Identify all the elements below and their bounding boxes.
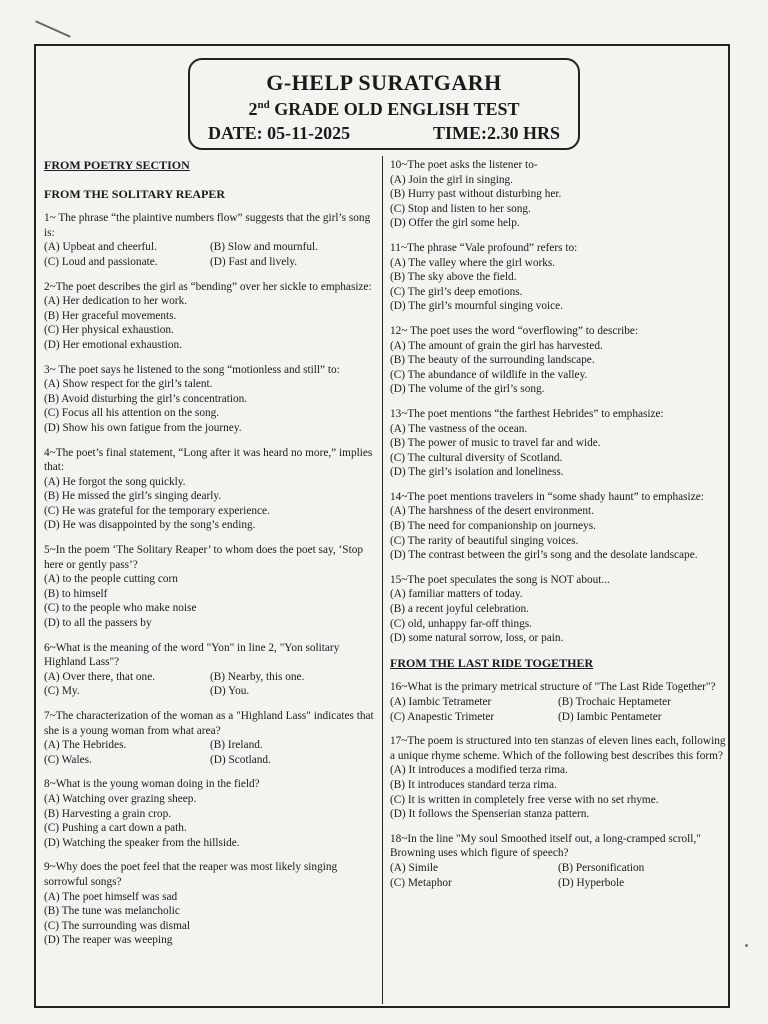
pen-mark — [35, 20, 71, 37]
date-time-row — [190, 123, 578, 144]
answer-option: (D) to all the passers by — [44, 617, 152, 630]
answer-option: (D) The contrast between the girl’s song and the desolate landscape. — [390, 549, 698, 562]
answer-option: (B) Nearby, this one. — [210, 670, 305, 683]
question-text: 12~ The poet uses the word “overflowing” to describe: — [390, 324, 639, 337]
answer-option: (B) a recent joyful celebration. — [390, 603, 529, 616]
answer-option: (C) Wales. — [44, 753, 92, 766]
question-item — [390, 324, 726, 397]
question-text: 9~Why does the poet feel that the reaper was most likely singing sorrowful songs? — [44, 861, 338, 888]
answer-option-row — [44, 753, 376, 768]
answer-option: (B) Her graceful movements. — [44, 309, 177, 322]
answer-option: (A) Upbeat and cheerful. — [44, 241, 157, 254]
question-text: 16~What is the primary metrical structure of "The Last Ride Together"? — [390, 681, 716, 694]
answer-option: (A) Iambic Tetrameter — [390, 696, 492, 708]
question-text: 17~The poem is structured into ten stanzas of eleven lines each, following a unique rhyme scheme. Which of the following best describes this form? — [390, 735, 726, 762]
question-item — [44, 280, 376, 353]
question-text: 4~The poet’s final statement, “Long after it was heard no more,” implies that: — [44, 446, 373, 474]
answer-option: (B) Avoid disturbing the girl’s concentration. — [44, 392, 248, 405]
answer-option: (A) He forgot the song quickly. — [44, 475, 186, 488]
answer-option: (A) Her dedication to her work. — [44, 295, 188, 308]
question-text: 6~What is the meaning of the word "Yon" in line 2, "Yon solitary Highland Lass"? — [44, 641, 340, 669]
question-text: 10~The poet asks the listener to- — [390, 159, 538, 171]
answer-option-row — [390, 695, 726, 710]
question-text: 2~The poet describes the girl as “bending” over her sickle to emphasize: — [44, 280, 372, 293]
answer-option: (D) Her emotional exhaustion. — [44, 338, 183, 351]
section-heading-solitary-reaper: FROM THE SOLITARY REAPER — [44, 186, 226, 201]
question-text: 5~In the poem ‘The Solitary Reaper’ to whom does the poet say, ‘Stop here or gently pass’? — [44, 544, 364, 571]
question-item — [390, 573, 726, 646]
answer-option: (B) Harvesting a grain crop. — [44, 807, 172, 820]
answer-option: (B) The power of music to travel far and wide. — [390, 437, 601, 450]
left-questions — [44, 211, 376, 948]
answer-option: (D) Scotland. — [210, 753, 271, 766]
answer-option-row — [44, 670, 376, 685]
answer-option: (C) Stop and listen to her song. — [390, 202, 531, 215]
question-text: 1~ The phrase “the plaintive numbers flow” suggests that the girl’s song is: — [44, 212, 371, 239]
section-heading-last-ride: FROM THE LAST RIDE TOGETHER — [390, 655, 594, 670]
answer-option: (B) The beauty of the surrounding landscape. — [390, 354, 595, 367]
answer-option-row — [44, 738, 376, 753]
answer-option: (D) The reaper was weeping — [44, 934, 173, 947]
answer-option: (D) Hyperbole — [558, 876, 625, 889]
answer-option: (A) The valley where the girl works. — [390, 256, 556, 269]
answer-option: (D) Iambic Pentameter — [558, 710, 662, 723]
answer-option: (A) familiar matters of today. — [390, 588, 523, 601]
answer-option: (B) It introduces standard terza rima. — [390, 778, 557, 791]
column-divider — [382, 156, 383, 1004]
answer-option: (B) Personification — [558, 861, 645, 874]
grade-suffix: nd — [257, 99, 270, 111]
question-text: 11~The phrase “Vale profound” refers to: — [390, 241, 578, 254]
answer-option: (A) The vastness of the ocean. — [390, 422, 528, 435]
test-time: TIME:2.30 HRS — [432, 123, 560, 143]
question-text: 8~What is the young woman doing in the field? — [44, 778, 260, 791]
question-item — [44, 641, 376, 699]
right-column — [390, 158, 726, 900]
answer-option: (B) The tune was melancholic — [44, 905, 180, 918]
test-date: DATE: 05-11-2025 — [208, 123, 351, 143]
answer-option: (C) The girl’s deep emotions. — [390, 285, 523, 298]
question-text: 7~The characterization of the woman as a "Highland Lass" indicates that she is a young woman from what area? — [44, 710, 374, 737]
question-item — [390, 490, 726, 563]
scan-speck — [745, 944, 748, 947]
question-item — [390, 407, 726, 480]
answer-option: (B) Slow and mournful. — [210, 241, 318, 254]
question-item — [44, 211, 376, 269]
answer-option: (C) Loud and passionate. — [44, 255, 158, 268]
test-title — [190, 99, 578, 120]
grade-number: 2 — [248, 99, 258, 119]
answer-option: (A) Watching over grazing sheep. — [44, 792, 197, 805]
answer-option: (C) It is written in completely free verse with no set rhyme. — [390, 793, 659, 806]
question-item — [390, 832, 726, 890]
answer-option: (B) Ireland. — [210, 739, 263, 752]
answer-option: (D) Watching the speaker from the hillside. — [44, 836, 240, 849]
answer-option: (A) The Hebrides. — [44, 739, 127, 752]
answer-option: (D) It follows the Spenserian stanza pattern. — [390, 808, 590, 821]
answer-option: (C) He was grateful for the temporary experience. — [44, 504, 270, 517]
answer-option: (D) Fast and lively. — [210, 255, 298, 268]
question-item — [44, 363, 376, 436]
answer-option: (A) Simile — [390, 861, 439, 874]
question-text: 3~ The poet says he listened to the song “motionless and still” to: — [44, 363, 340, 376]
answer-option: (A) Show respect for the girl’s talent. — [44, 378, 213, 391]
answer-option: (C) Focus all his attention on the song. — [44, 407, 220, 420]
answer-option: (D) He was disappointed by the song’s ending. — [44, 519, 256, 532]
answer-option: (C) The abundance of wildlife in the valley. — [390, 368, 588, 381]
question-text: 14~The poet mentions travelers in “some shady haunt” to emphasize: — [390, 490, 704, 503]
question-text: 13~The poet mentions “the farthest Hebrides” to emphasize: — [390, 407, 664, 420]
answer-option: (A) to the people cutting corn — [44, 573, 178, 586]
answer-option: (A) Over there, that one. — [44, 670, 156, 683]
answer-option: (D) some natural sorrow, loss, or pain. — [390, 632, 564, 645]
question-item — [44, 709, 376, 767]
answer-option: (D) The girl’s mournful singing voice. — [390, 300, 563, 313]
answer-option: (D) The girl’s isolation and loneliness. — [390, 466, 564, 479]
school-title: G-HELP SURATGARH — [266, 70, 502, 95]
answer-option-row — [390, 861, 726, 876]
answer-option: (C) old, unhappy far-off things. — [390, 617, 533, 630]
answer-option: (C) to the people who make noise — [44, 602, 197, 615]
right-questions-a — [390, 158, 726, 646]
section-heading-poetry: FROM POETRY SECTION — [44, 158, 190, 172]
answer-option: (A) The poet himself was sad — [44, 890, 178, 903]
answer-option: (A) Join the girl in singing. — [390, 173, 514, 186]
header-box — [188, 58, 580, 150]
answer-option-row — [44, 684, 376, 699]
answer-option: (D) Show his own fatigue from the journey. — [44, 421, 242, 434]
question-text: 15~The poet speculates the song is NOT about... — [390, 573, 610, 586]
answer-option: (D) You. — [210, 685, 250, 698]
answer-option: (C) The surrounding was dismal — [44, 919, 191, 932]
answer-option-row — [44, 255, 376, 270]
right-questions-b — [390, 680, 726, 890]
answer-option: (A) The harshness of the desert environment. — [390, 505, 595, 518]
answer-option: (B) Hurry past without disturbing her. — [390, 188, 562, 201]
question-item — [390, 680, 726, 724]
question-item — [390, 734, 726, 822]
answer-option: (C) My. — [44, 685, 80, 698]
answer-option: (D) The volume of the girl’s song. — [390, 383, 545, 396]
answer-option-row — [44, 240, 376, 255]
question-item — [44, 446, 376, 534]
answer-option: (C) Pushing a cart down a path. — [44, 822, 187, 835]
question-item — [390, 158, 726, 231]
question-item — [44, 543, 376, 631]
answer-option: (B) The need for companionship on journeys. — [390, 520, 596, 533]
answer-option: (B) to himself — [44, 587, 108, 600]
answer-option-row — [390, 876, 726, 891]
question-item — [44, 860, 376, 948]
answer-option: (A) The amount of grain the girl has harvested. — [390, 339, 603, 352]
answer-option: (C) The rarity of beautiful singing voices. — [390, 534, 579, 547]
question-text: 18~In the line "My soul Smoothed itself out, a long-cramped scroll," Browning uses which figure of speech? — [390, 832, 701, 860]
answer-option: (A) It introduces a modified terza rima. — [390, 764, 568, 777]
answer-option: (C) The cultural diversity of Scotland. — [390, 451, 563, 464]
question-item — [390, 241, 726, 314]
answer-option: (C) Her physical exhaustion. — [44, 324, 174, 337]
exam-page — [34, 44, 730, 1008]
answer-option: (B) He missed the girl’s singing dearly. — [44, 490, 222, 503]
answer-option: (C) Metaphor — [390, 876, 452, 889]
answer-option: (B) The sky above the field. — [390, 271, 517, 284]
answer-option: (C) Anapestic Trimeter — [390, 710, 495, 723]
left-column — [44, 158, 376, 958]
answer-option: (D) Offer the girl some help. — [390, 217, 520, 230]
answer-option-row — [390, 710, 726, 725]
question-item — [44, 777, 376, 850]
answer-option: (B) Trochaic Heptameter — [558, 696, 671, 708]
test-name: GRADE OLD ENGLISH TEST — [269, 99, 520, 119]
